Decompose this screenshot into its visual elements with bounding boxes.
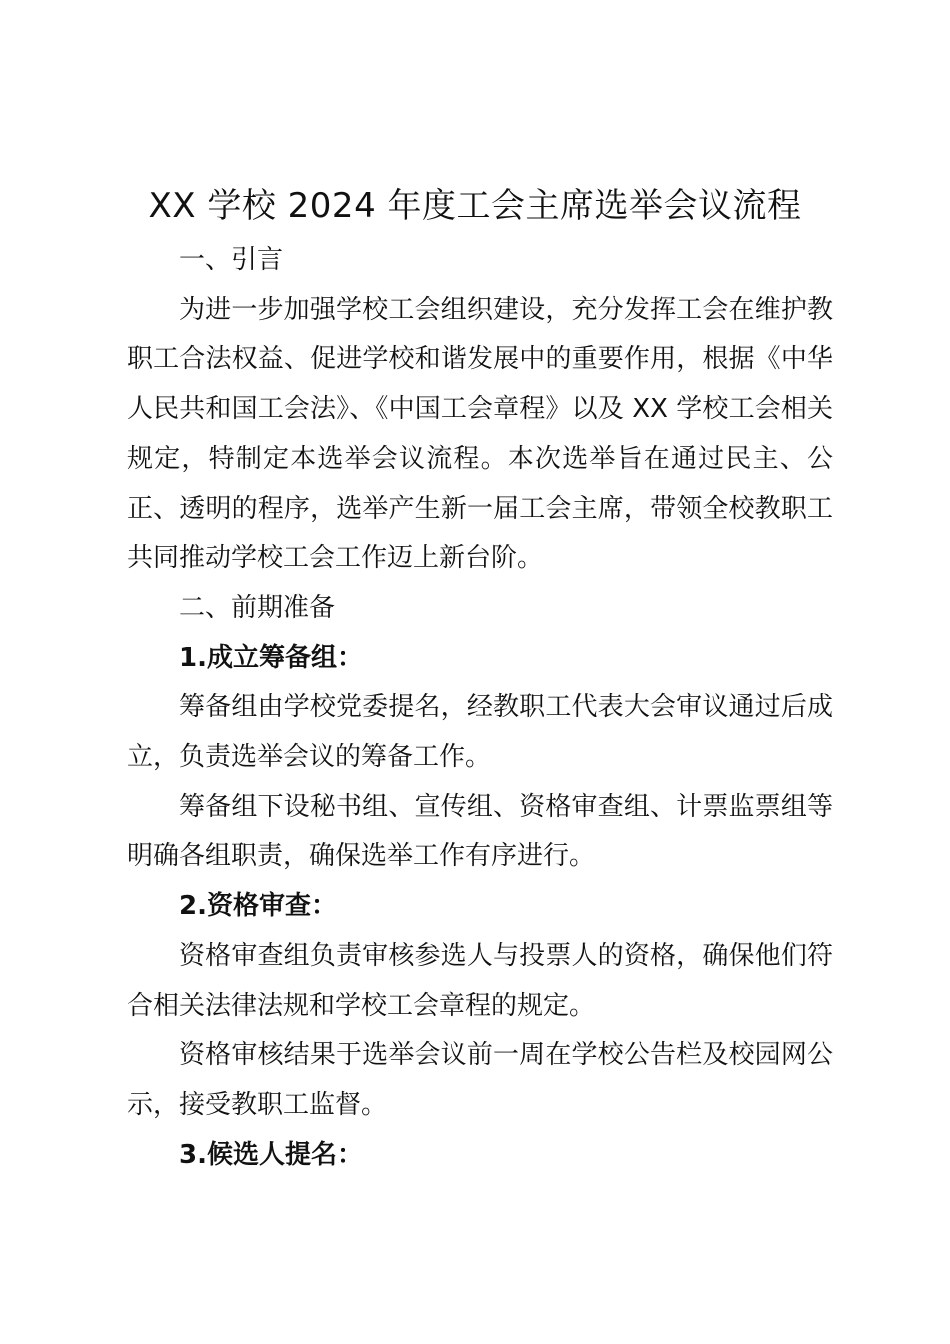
section-heading-preparation: 二、前期准备 [179,592,336,623]
paragraph-qualification-review: 资格审查组负责审核参选人与投票人的资格，确保他们符合相关法律法规和学校工会章程的规定。 [127,940,833,1021]
document-body [127,236,833,1180]
paragraph-preparatory-group-structure: 筹备组下设秘书组、宣传组、资格审查组、计票监票组等明确各组职责，确保选举工作有序进行。 [127,791,833,872]
section-heading-introduction: 一、引言 [179,245,284,275]
subheading-qualification-review: 2.资格审查： [179,891,337,922]
subheading-candidate-nomination: 3.候选人提名： [179,1139,363,1170]
paragraph-preparatory-group-formation: 筹备组由学校党委提名，经教职工代表大会审议通过后成立，负责选举会议的筹备工作。 [127,692,833,773]
paragraph-introduction: 为进一步加强学校工会组织建设，充分发挥工会在维护教职工合法权益、促进学校和谐发展中的重要作用，根据《中华人民共和国工会法》、《中国工会章程》以及 XX 学校工会相关规定，特制定本选举会议流程。本次选举旨在通过民主、公正、透明的程序，选举产生新一届工会主席，带领全校教职工共同推动学校工会工作迈上新台阶。 [127,294,833,574]
paragraph-qualification-publicity: 资格审核结果于选举会议前一周在学校公告栏及校园网公示，接受教职工监督。 [127,1040,833,1120]
document-title: XX 学校 2024 年度工会主席选举会议流程 [148,186,802,226]
subheading-preparatory-group: 1.成立筹备组： [179,642,363,673]
